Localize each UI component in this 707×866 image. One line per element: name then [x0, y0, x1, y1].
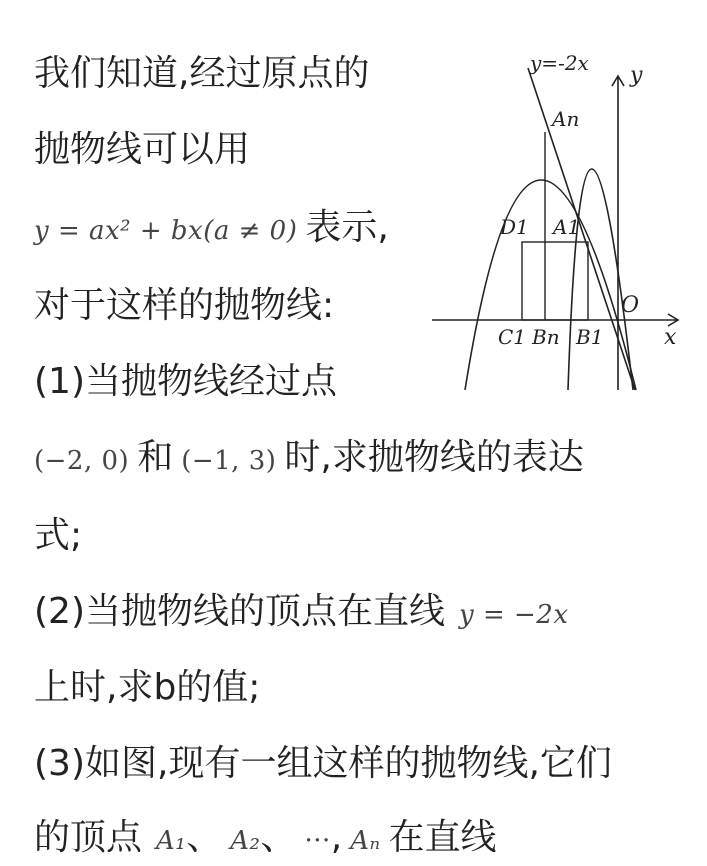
point-b1-label: B1: [576, 325, 604, 349]
problem-line-6: [34, 436, 584, 483]
problem-line-9: 上时,求b的值;: [34, 667, 261, 708]
point-2: (−1, 3): [181, 446, 277, 476]
parabola-an: [465, 180, 636, 390]
problem-line-10: (3)如图,现有一组这样的抛物线,它们: [34, 743, 612, 784]
origin-label: O: [621, 293, 640, 318]
ellipsis: ···: [304, 826, 331, 856]
problem-line-8: [34, 590, 569, 637]
formula-suffix: 表示,: [305, 207, 389, 248]
rectangle-d1a1b1c1: [522, 242, 588, 320]
line-11-prefix: 的顶点: [34, 817, 143, 858]
problem-line-4: 对于这样的抛物线:: [34, 285, 335, 326]
line-11-suffix: 在直线: [388, 817, 497, 858]
conjunction: 和: [137, 437, 174, 478]
line-6-text: 时,求抛物线的表达: [284, 437, 584, 478]
point-a1-label: A1: [553, 215, 581, 239]
y-axis-label: y: [630, 63, 643, 88]
problem-line-11: [34, 816, 497, 863]
point-an-label: An: [552, 107, 580, 131]
separator-2: 、: [260, 817, 297, 858]
vertex-an: Aₙ: [350, 826, 381, 856]
line-8-text: (2)当抛物线的顶点在直线: [34, 591, 445, 632]
point-c1-label: C1: [498, 325, 527, 349]
comma: ,: [330, 817, 343, 858]
problem-line-5: (1)当抛物线经过点: [34, 361, 337, 402]
vertex-a1: A₁: [156, 826, 187, 856]
vertex-a2: A₂: [230, 826, 261, 856]
line-label: y=-2x: [530, 51, 589, 75]
point-1: (−2, 0): [34, 446, 130, 476]
parabola-formula: y = ax² + bx(a ≠ 0): [34, 216, 298, 246]
line-formula: y = −2x: [459, 600, 569, 630]
parabola-figure: [420, 40, 700, 400]
point-bn-label: Bn: [532, 325, 560, 349]
point-d1-label: D1: [500, 215, 529, 239]
problem-line-2: 抛物线可以用: [34, 129, 251, 170]
separator-1: 、: [186, 817, 223, 858]
problem-line-7: 式;: [34, 515, 83, 556]
problem-line-3: [34, 206, 389, 253]
problem-line-1: 我们知道,经过原点的: [34, 53, 370, 94]
x-axis-label: x: [664, 325, 677, 350]
